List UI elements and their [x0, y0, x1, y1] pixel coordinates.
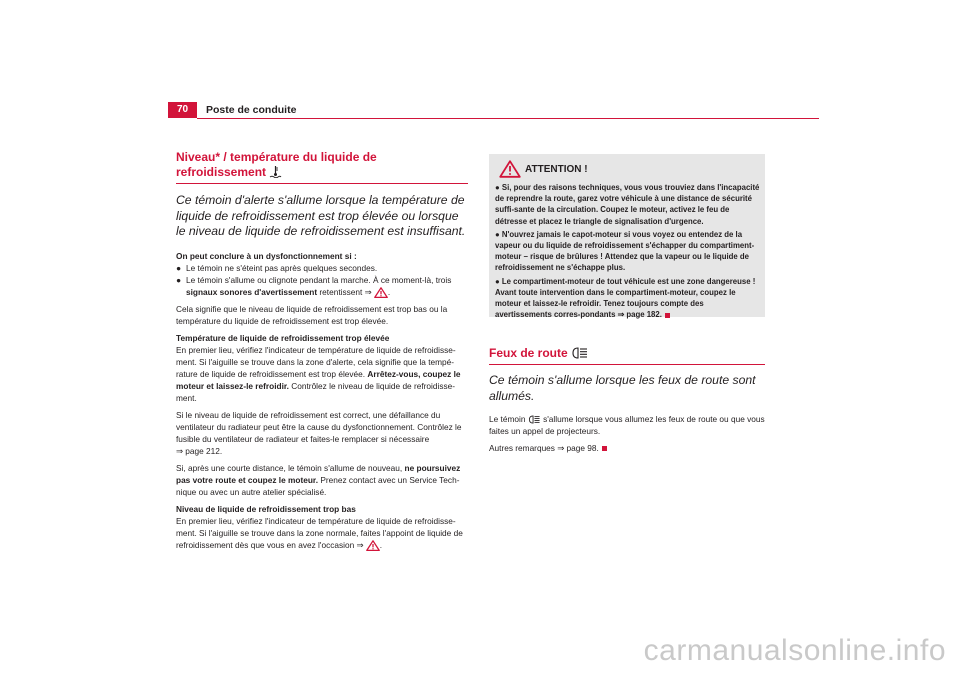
- high-beam-text-2: s'allume lorsque vous allumez les feux de route ou que vous faites un appel de projecteurs.: [489, 414, 765, 436]
- end-marker-icon: [602, 446, 607, 451]
- page-number: 70: [168, 102, 197, 118]
- meaning-text: Cela signifie que le niveau de liquide de refroidissement est trop bas ou la température du liquide de refroidissement est trop élevée.: [176, 303, 448, 326]
- subheading-high-temp: Température de liquide de refroidissement trop élevée: [176, 332, 390, 343]
- right-column: [489, 346, 765, 454]
- high-beam-icon: [528, 415, 541, 424]
- section-heading-text: Feux de route: [489, 346, 568, 360]
- relight-text-1: Si, après une courte distance, le témoin s'allume de nouveau,: [176, 462, 403, 473]
- high-temp-text: [176, 344, 468, 404]
- low-level-text-1: En premier lieu, vérifiez l'indicateur de température de liquide de refroidisse-ment. Si l'aiguille se trouve dans la zone normale, faites l'appoint de liquide de refroidissement dès que vous en avez l'occasion ⇒: [176, 515, 463, 550]
- attention-item: ● Si, pour des raisons techniques, vous vous trouviez dans l'incapacité de reprendre la route, garez votre véhicule à une distance de sécurité suffi-sante de la circulation. Coupez le moteur, activez le feu de détresse et placez le triangle de signalisation d'urgence.: [495, 183, 760, 226]
- relight-bold: ne poursuivez pas votre route et coupez le moteur.: [176, 462, 461, 485]
- high-temp-after: Contrôlez le niveau de liquide de refroidisse-ment.: [176, 380, 456, 403]
- section-heading-coolant: [176, 150, 468, 180]
- attention-item-text: Si, pour des raisons techniques, vous vous trouviez dans l'incapacité de reprendre la route, garez votre véhicule à une distance de sécurité suffi-sante de la circulation. Coupez le moteur, activez le feu de détresse et placez le triangle de signalisation d'urgence.: [495, 183, 760, 226]
- bullet-dot: ●: [176, 262, 182, 273]
- section-rule: [489, 364, 765, 365]
- bullet-item: [176, 262, 468, 274]
- high-beam-text: [489, 413, 765, 437]
- attention-item: ● Le compartiment-moteur de tout véhicule est une zone dangereuse ! Avant toute intervention dans le compartiment-moteur, coupez le moteur et laissez-le refroidir. Tenez toujours compte des avertissements corres-pondants ⇒ page 182.: [495, 276, 756, 320]
- left-column: [176, 150, 468, 551]
- attention-item-text: N'ouvrez jamais le capot-moteur si vous voyez ou entendez de la vapeur ou du liquide de refroidissement s'échapper du compartiment-moteur – risque de brûlures ! Attendez que la vapeur ou le liquide de refroidissement ne s'échappe plus.: [495, 229, 755, 273]
- relight-text: [176, 462, 468, 498]
- coolant-temperature-icon: [269, 165, 282, 178]
- warning-triangle-icon: [499, 160, 521, 178]
- attention-body: [495, 182, 761, 322]
- page-ref-link[interactable]: Autres remarques ⇒ page 98.: [489, 443, 599, 453]
- fan-text: [176, 409, 468, 457]
- other-remarks: [489, 442, 765, 454]
- section-rule: [176, 183, 468, 184]
- header-rule: [197, 118, 819, 119]
- bullet2-after: retentissent ⇒: [319, 286, 372, 297]
- bullet-text: Le témoin ne s'éteint pas après quelques secondes.: [186, 262, 378, 273]
- section-intro: Ce témoin d'alerte s'allume lorsque la température de liquide de refroidissement est trop élevée ou lorsque le niveau de liquide de refroidissement est insuffisant.: [176, 193, 466, 238]
- relight-after: Prenez contact avec un Service Tech-nique ou avec un autre atelier spécialisé.: [176, 474, 460, 497]
- watermark: carmanualsonline.info: [643, 634, 946, 667]
- section-body: [176, 250, 468, 552]
- bullet2-text: Le témoin s'allume ou clignote pendant la marche. À ce moment-là, trois: [186, 274, 452, 285]
- end-marker-icon: [665, 313, 670, 318]
- page-title: Poste de conduite: [206, 104, 297, 116]
- subheading-low-level: Niveau de liquide de refroidissement trop bas: [176, 503, 356, 514]
- warning-triangle-icon: [374, 287, 388, 298]
- section-heading-high-beam: [489, 346, 765, 361]
- high-temp-bold: Arrêtez-vous, coupez le moteur et laissez-le refroidir.: [176, 368, 461, 391]
- attention-item: ● N'ouvrez jamais le capot-moteur si vous voyez ou entendez de la vapeur ou du liquide de refroidissement s'échapper du compartiment-moteur – risque de brûlures ! Attendez que la vapeur ou le liquide de refroidissement ne s'échappe plus.: [495, 229, 755, 273]
- section-body: [489, 413, 765, 454]
- attention-title: ATTENTION !: [525, 164, 588, 175]
- high-beam-icon: [571, 347, 589, 359]
- attention-item-text: Le compartiment-moteur de tout véhicule est une zone dangereuse ! Avant toute intervention dans le compartiment-moteur, coupez le moteur et laissez-le refroidir. Tenez toujours compte des avertissements corres-pondants: [495, 276, 756, 320]
- bullet-item: [176, 274, 468, 298]
- fan-text-1: Si le niveau de liquide de refroidissement est correct, une défaillance du ventilateur du radiateur peut être la cause du dysfonctionnement. Contrôlez le fusible du ventilateur de radiateur et faites-le remplacer si nécessaire: [176, 409, 462, 444]
- conclude-label: On peut conclure à un dysfonctionnement si :: [176, 250, 357, 261]
- section-intro: Ce témoin s'allume lorsque les feux de route sont allumés.: [489, 373, 756, 403]
- page-ref-link[interactable]: ⇒ page 212.: [176, 445, 223, 456]
- low-level-text: En premier lieu, vérifiez l'indicateur de température de liquide de refroidisse-ment. Si l'aiguille se trouve dans la zone normale, faites l'appoint de liquide de refroidissement dès que vous en avez l'occasion ⇒ .: [176, 515, 463, 550]
- bullet2-bold: signaux sonores d'avertissement: [186, 286, 318, 297]
- page-ref-link[interactable]: ⇒ page 182.: [617, 310, 662, 320]
- warning-triangle-icon: [366, 540, 380, 551]
- bullet-text: Le témoin s'allume ou clignote pendant la marche. À ce moment-là, trois signaux sonores d'avertissement retentissent ⇒ .: [186, 274, 452, 297]
- attention-box: [489, 154, 765, 320]
- high-beam-text-1: Le témoin: [489, 414, 526, 424]
- section-heading-text: Niveau* / température du liquide de refroidissement: [176, 150, 377, 179]
- high-temp-text-1: En premier lieu, vérifiez l'indicateur de température de liquide de refroidisse-ment. Si l'aiguille se trouve dans la zone d'alerte, cela signifie que la tempé-rature de liquide de refroidissement est trop élevée.: [176, 344, 456, 379]
- bullet-dot: ●: [176, 274, 182, 285]
